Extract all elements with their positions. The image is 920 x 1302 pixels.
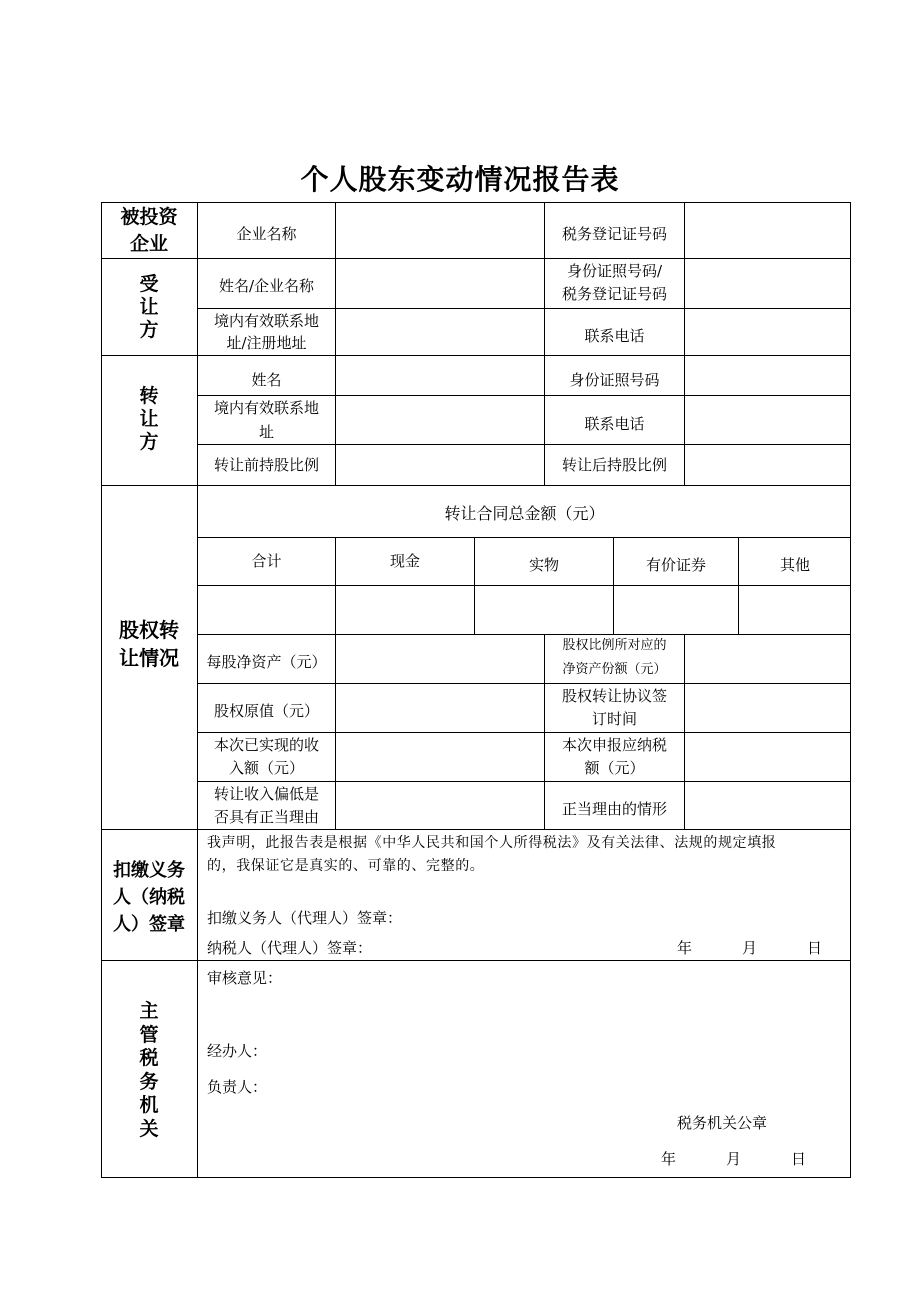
taxpayer-sign-label: 纳税人（代理人）签章：	[207, 939, 373, 957]
transferor-phone-label: 联系电话	[584, 415, 645, 433]
withholder-date-month: 月	[742, 939, 758, 957]
transferor-address-label-line1: 境内有效联系地	[213, 399, 319, 417]
net-asset-share-label-line2: 净资产份额（元）	[562, 662, 667, 677]
tax-authority-date-day: 日	[791, 1150, 807, 1168]
after-ratio-label: 转让后持股比例	[561, 456, 667, 474]
tax-payable-label-line2: 额（元）	[584, 759, 645, 777]
withholder-date-day: 日	[807, 939, 823, 957]
declaration-line1: 我声明，此报告表是根据《中华人民共和国个人所得税法》及有关法律、法规的规定填报	[207, 835, 777, 851]
company-name-label: 企业名称	[236, 225, 297, 243]
transferee-id-label-line2: 税务登记证号码	[561, 285, 667, 303]
net-asset-label: 每股净资产（元）	[206, 653, 327, 671]
review-opinion-label: 审核意见：	[207, 969, 283, 987]
column-header-goods: 实物	[528, 556, 559, 574]
equity-section-label: 股权转让情况	[119, 618, 179, 670]
transferee-address-label-line1: 境内有效联系地	[213, 312, 319, 330]
tax-authority-date-month: 月	[726, 1150, 742, 1168]
tax-authority-date-year: 年	[661, 1150, 677, 1168]
withholder-date-year: 年	[677, 939, 693, 957]
tax-authority-seal-label: 税务机关公章	[677, 1114, 768, 1132]
declaration-line2: 的，我保证它是真实的、可靠的、完整的。	[207, 858, 485, 874]
before-ratio-label: 转让前持股比例	[213, 456, 319, 474]
transferee-section-label: 受让方	[139, 273, 159, 341]
transferee-name-label: 姓名/企业名称	[218, 277, 315, 295]
transferor-section-label: 转让方	[139, 385, 159, 453]
page-title: 个人股东变动情况报告表	[300, 163, 620, 196]
withholder-section-label: 扣缴义务人（纳税人）签章	[113, 860, 185, 935]
low-income-label-line2: 否具有正当理由	[213, 808, 319, 826]
realized-income-label-line1: 本次已实现的收	[213, 736, 319, 754]
tax-reg-label: 税务登记证号码	[561, 225, 667, 243]
realized-income-label-line2: 入额（元）	[228, 759, 304, 777]
investee-section-label: 被投资企业	[120, 206, 178, 255]
tax-payable-label-line1: 本次申报应纳税	[561, 736, 667, 754]
agreement-time-label-line1: 股权转让协议签	[561, 687, 667, 705]
withholder-sign-label: 扣缴义务人（代理人）签章：	[207, 909, 403, 927]
handler-label: 经办人：	[207, 1042, 268, 1060]
transferee-phone-label: 联系电话	[584, 327, 645, 345]
agreement-time-label-line2: 订时间	[591, 710, 637, 728]
net-asset-share-label-line1: 股权比例所对应的	[562, 638, 667, 653]
low-income-label-line1: 转让收入偏低是	[213, 785, 319, 803]
total-amount-label: 转让合同总金额（元）	[444, 504, 605, 523]
transferee-address-label-line2: 址/注册地址	[226, 334, 307, 352]
transferor-name-label: 姓名	[251, 371, 282, 389]
column-header-other: 其他	[779, 556, 810, 574]
column-header-securities: 有价证券	[645, 556, 706, 574]
transferee-id-label-line1: 身份证照号码/	[566, 262, 663, 280]
responsible-label: 负责人：	[207, 1078, 268, 1096]
tax-authority-section-label: 主管税务机关	[139, 1000, 159, 1140]
column-header-cash: 现金	[389, 552, 420, 570]
transferor-address-label-line2: 址	[258, 423, 274, 441]
column-header-total: 合计	[251, 552, 282, 570]
original-value-label: 股权原值（元）	[213, 702, 319, 720]
transferor-id-label: 身份证照号码	[569, 371, 660, 389]
justification-label: 正当理由的情形	[561, 800, 667, 818]
